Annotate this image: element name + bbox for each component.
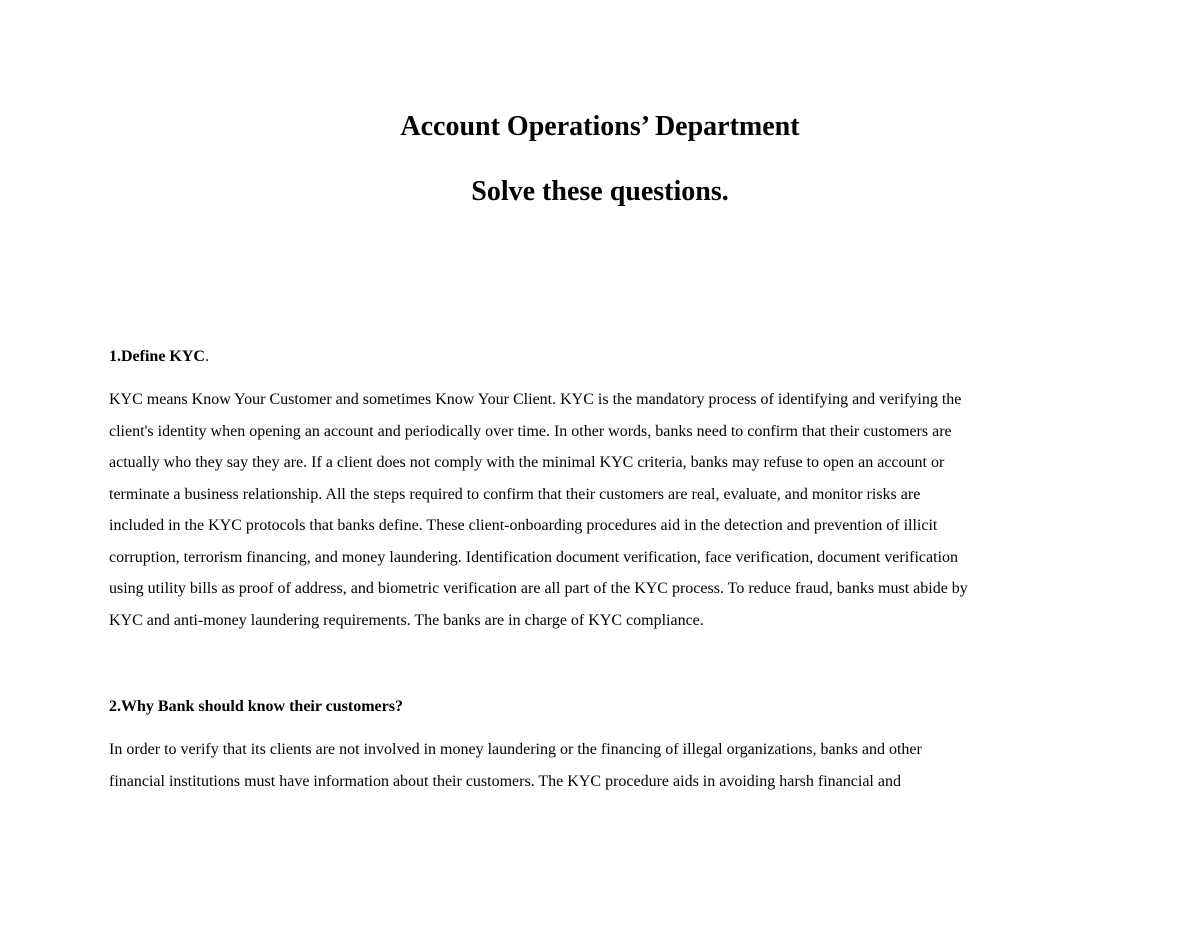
answer-1-line-7: using utility bills as proof of address, and biometric verification are all part of the KYC process. To reduce fraud, banks must abide by xyxy=(109,580,968,597)
answer-1-line-4: terminate a business relationship. All the steps required to confirm that their customers are real, evaluate, and monitor risks are xyxy=(109,485,921,503)
answer-1-line-2: client's identity when opening an account and periodically over time. In other words, banks need to confirm that their customers are xyxy=(109,422,952,440)
question-2-answer xyxy=(109,734,1099,797)
question-1-heading-suffix: . xyxy=(204,348,209,365)
question-2-heading xyxy=(109,697,403,717)
answer-1-line-5: included in the KYC protocols that banks define. These client-onboarding procedures aid in the detection and prevention of illicit xyxy=(109,517,938,534)
question-1-heading xyxy=(109,347,209,367)
answer-1-line-8: KYC and anti-money laundering requirements. The banks are in charge of KYC compliance. xyxy=(109,611,704,629)
answer-1-line-3: actually who they say they are. If a client does not comply with the minimal KYC criteria, banks may refuse to open an account or xyxy=(109,454,945,471)
answer-1-line-1: KYC means Know Your Customer and sometimes Know Your Client. KYC is the mandatory process of identifying and verifying the xyxy=(109,391,962,408)
answer-2-line-1: In order to verify that its clients are not involved in money laundering or the financing of illegal organizations, banks and other xyxy=(109,741,922,758)
answer-2-line-2: financial institutions must have information about their customers. The KYC procedure aids in avoiding harsh financial and xyxy=(109,772,901,790)
document-title: Account Operations’ Department xyxy=(400,111,800,142)
answer-1-line-6: corruption, terrorism financing, and money laundering. Identification document verification, face verification, document verification xyxy=(109,548,959,566)
document-subtitle: Solve these questions. xyxy=(471,176,729,207)
question-1-heading-text: 1.Define KYC xyxy=(109,348,205,365)
question-1-answer xyxy=(109,384,1099,636)
question-2-heading-text: 2.Why Bank should know their customers? xyxy=(109,698,403,715)
